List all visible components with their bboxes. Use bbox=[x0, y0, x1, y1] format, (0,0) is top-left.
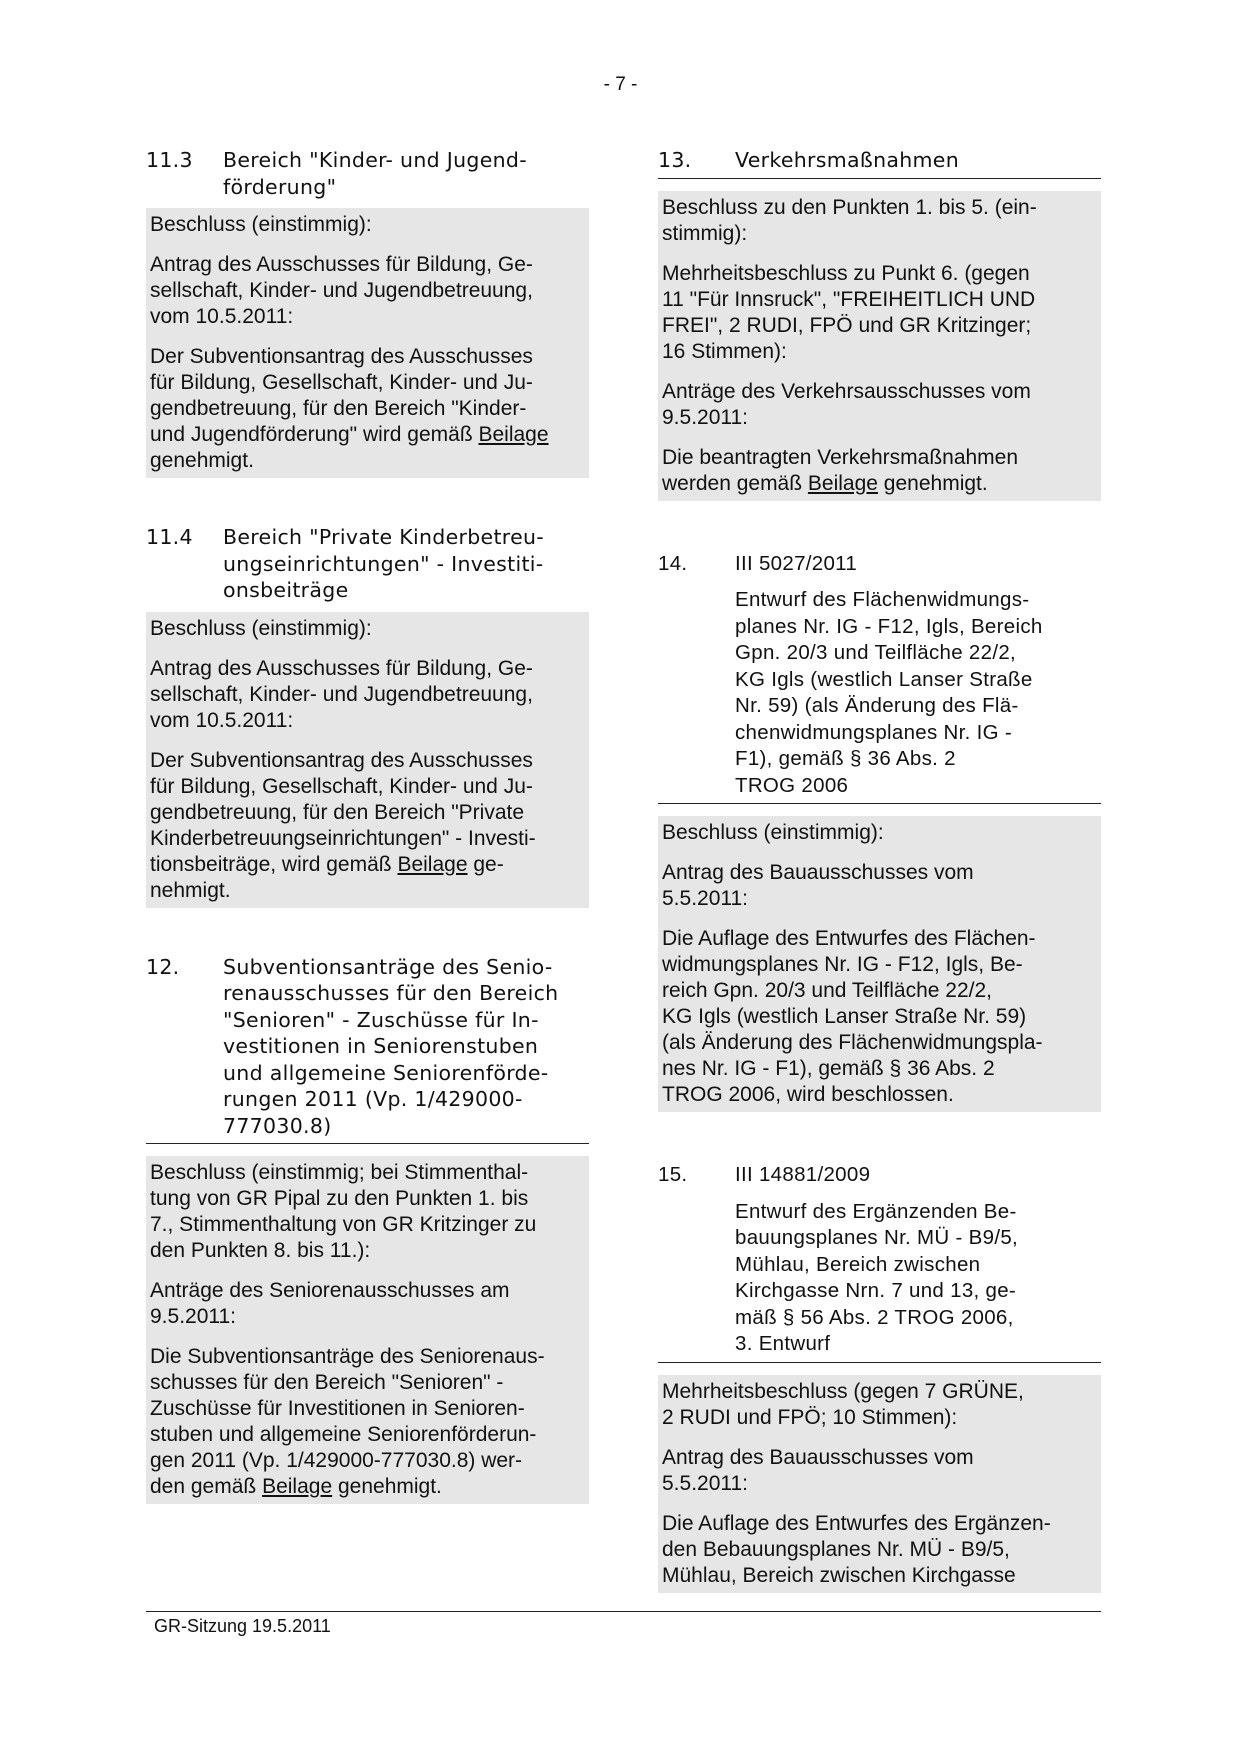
item-heading bbox=[658, 551, 1101, 805]
resolution-paragraph: Die Auflage des Entwurfes des Flächen- widmungsplanes Nr. IG - F12, Igls, Be- reich Gpn. 20/3 und Teilfläche 22/2, KG Igls (westlich Lanser Straße Nr. 59) (als Änderung des Flächenwidmungspla- nes Nr. IG - F1), gemäß § 36 Abs. 2 TROG 2006, wird beschlossen. bbox=[662, 927, 1043, 1106]
beilage-link[interactable]: Beilage bbox=[478, 423, 549, 446]
footer-text: GR-Sitzung 19.5.2011 bbox=[154, 1616, 331, 1636]
item-number: 12. bbox=[146, 954, 180, 979]
beilage-link[interactable]: Beilage bbox=[807, 471, 878, 495]
beilage-link[interactable]: Beilage bbox=[397, 852, 468, 876]
agenda-item-13 bbox=[658, 147, 1101, 501]
item-title: Bereich "Kinder- und Jugend- förderung" bbox=[223, 148, 527, 199]
resolution-block bbox=[658, 1375, 1101, 1593]
item-number: 13. bbox=[658, 148, 692, 172]
item-number: 15. bbox=[658, 1163, 688, 1186]
resolution-paragraph: Die Subventionsanträge des Seniorenaus- schusses für den Bereich "Senioren" - Zuschüsse für Investitionen in Senioren- stuben und allgemeine Seniorenförderun- gen 2011 (Vp. 1/429000-777030.8) wer- den gemäß Beilage genehmigt. bbox=[150, 1345, 545, 1498]
item-heading bbox=[146, 147, 589, 204]
resolution-paragraph: Antrag des Ausschusses für Bildung, Ge- sellschaft, Kinder- und Jugendbetreuung, vom 10.5.2011: bbox=[150, 656, 533, 732]
resolution-block bbox=[146, 612, 589, 908]
resolution-paragraph: Die Auflage des Entwurfes des Ergänzen- den Bebauungsplanes Nr. MÜ - B9/5, Mühlau, Bereich zwischen Kirchgasse bbox=[662, 1511, 1051, 1587]
resolution-paragraph: Beschluss (einstimmig; bei Stimmenthal- tung von GR Pipal zu den Punkten 1. bis 7., Stimmenthaltung von GR Kritzinger zu den Punkten 8. bis 11.): bbox=[150, 1161, 537, 1262]
item-number: 14. bbox=[658, 551, 688, 575]
left-column bbox=[146, 147, 589, 1504]
resolution-block bbox=[146, 1156, 589, 1504]
item-heading bbox=[658, 1162, 1101, 1363]
resolution-paragraph: Die beantragten Verkehrsmaßnahmen werden gemäß Beilage genehmigt. bbox=[662, 445, 1019, 495]
resolution-paragraph: Der Subventionsantrag des Ausschusses für Bildung, Gesellschaft, Kinder- und Ju- gendbetreuung, für den Bereich "Kinder- und Jugendförderung" wird gemäß Beilage genehmigt. bbox=[150, 345, 549, 472]
item-number: 11.3 bbox=[146, 148, 193, 172]
agenda-item-12 bbox=[146, 954, 589, 1505]
agenda-item-14 bbox=[658, 551, 1101, 1113]
resolution-block bbox=[146, 208, 589, 478]
resolution-paragraph: Der Subventionsantrag des Ausschusses für Bildung, Gesellschaft, Kinder- und Ju- gendbetreuung, für den Bereich "Private Kinderbetreuungseinrichtungen" - Investi- tionsbeiträge, wird gemäß Beilage ge- nehmigt. bbox=[150, 748, 536, 902]
item-title: Verkehrsmaßnahmen bbox=[735, 148, 959, 172]
item-heading bbox=[658, 147, 1101, 179]
item-heading bbox=[146, 524, 589, 608]
resolution-paragraph: Antrag des Bauausschusses vom 5.5.2011: bbox=[662, 1445, 974, 1495]
page-footer bbox=[146, 1611, 1101, 1637]
agenda-item-15 bbox=[658, 1162, 1101, 1593]
resolution-paragraph: Anträge des Verkehrsausschusses vom 9.5.2011: bbox=[662, 379, 1031, 429]
right-column bbox=[658, 147, 1101, 1593]
item-title: Subventionsanträge des Senio- renausschusses für den Bereich "Senioren" - Zuschüsse für In- vestitionen in Seniorenstuben und allgemeine Seniorenförde- rungen 2011 (Vp. 1/429000- 777030.8) bbox=[223, 954, 559, 1138]
page-number: - 7 - bbox=[603, 74, 638, 95]
item-heading bbox=[146, 954, 589, 1145]
resolution-paragraph: Mehrheitsbeschluss zu Punkt 6. (gegen 11 "Für Innsruck", "FREIHEITLICH UND FREI", 2 RUDI, FPÖ und GR Kritzinger; 16 Stimmen): bbox=[662, 261, 1036, 363]
agenda-item-11-4 bbox=[146, 524, 589, 908]
item-title: III 5027/2011 Entwurf des Flächenwidmungs- planes Nr. IG - F12, Igls, Bereich Gpn. 20/3 und Teilfläche 22/2, KG Igls (westlich Lanser Straße Nr. 59) (als Änderung des Flä- chenwidmungsplanes Nr. IG - F1), gemäß § 36 Abs. 2 TROG 2006 bbox=[735, 551, 1043, 797]
item-title: Bereich "Private Kinderbetreu- ungseinrichtungen" - Investiti- onsbeiträge bbox=[223, 525, 544, 602]
resolution-paragraph: Beschluss (einstimmig): bbox=[150, 616, 372, 640]
beilage-link[interactable]: Beilage bbox=[262, 1475, 333, 1498]
resolution-paragraph: Anträge des Seniorenausschusses am 9.5.2011: bbox=[150, 1279, 510, 1328]
agenda-item-11-3 bbox=[146, 147, 589, 478]
resolution-paragraph: Antrag des Ausschusses für Bildung, Ge- sellschaft, Kinder- und Jugendbetreuung, vom 10.5.2011: bbox=[150, 253, 533, 328]
resolution-paragraph: Antrag des Bauausschusses vom 5.5.2011: bbox=[662, 861, 974, 910]
resolution-block bbox=[658, 816, 1101, 1112]
item-number: 11.4 bbox=[146, 525, 193, 549]
resolution-paragraph: Beschluss (einstimmig): bbox=[662, 821, 884, 844]
resolution-paragraph: Beschluss zu den Punkten 1. bis 5. (ein- stimmig): bbox=[662, 195, 1037, 245]
resolution-paragraph: Beschluss (einstimmig): bbox=[150, 213, 372, 236]
item-title: III 14881/2009 Entwurf des Ergänzenden Be- bauungsplanes Nr. MÜ - B9/5, Mühlau, Bereich zwischen Kirchgasse Nrn. 7 und 13, ge- mäß § 56 Abs. 2 TROG 2006, 3. Entwurf bbox=[735, 1163, 1019, 1355]
resolution-block bbox=[658, 191, 1101, 501]
resolution-paragraph: Mehrheitsbeschluss (gegen 7 GRÜNE, 2 RUDI und FPÖ; 10 Stimmen): bbox=[662, 1379, 1024, 1429]
